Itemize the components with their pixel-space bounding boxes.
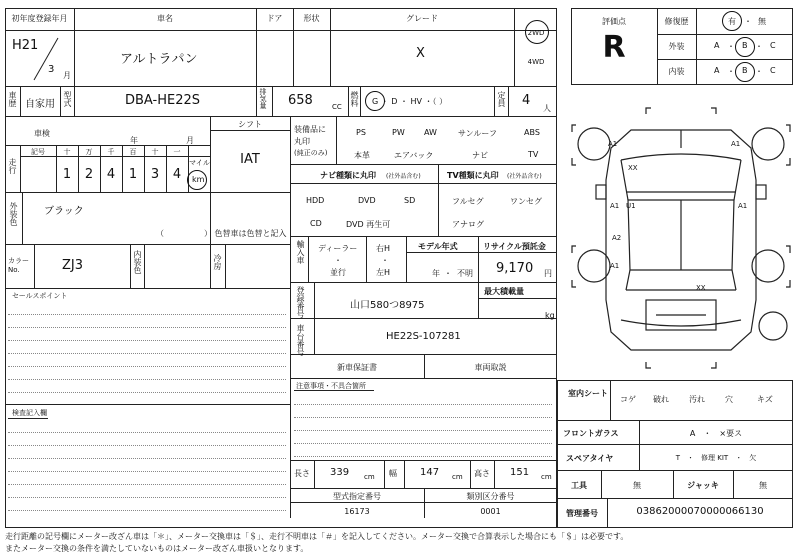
unknown-label: 不明 (457, 269, 473, 278)
dotted-line (8, 366, 286, 367)
damage-mark: A1 (738, 202, 748, 210)
import-left-h: 左H (376, 268, 391, 277)
dotted-line (8, 458, 286, 459)
dotted-line (8, 340, 286, 341)
door-label: ドア (266, 14, 283, 23)
divider (478, 298, 557, 299)
divider (290, 318, 557, 319)
divider (657, 59, 793, 60)
mileage-digit: 4 (106, 167, 116, 182)
divider (5, 86, 557, 87)
navi-cd: CD (310, 219, 322, 228)
mileage-unit-label: 万 (85, 148, 93, 156)
divider (696, 8, 697, 85)
divider (360, 86, 361, 116)
divider (210, 130, 290, 131)
divider (557, 444, 793, 445)
divider (404, 460, 405, 488)
exterior-label: 外装色 (9, 202, 18, 226)
car-name-label: 車名 (157, 14, 173, 23)
dotted-line (8, 432, 286, 433)
interior-color-label: 内装色 (133, 250, 142, 274)
dotted-line (8, 392, 286, 393)
capacity-label: 定員 (497, 91, 506, 107)
divider (22, 192, 23, 244)
dotted-line (8, 497, 286, 498)
equipment-item: PS (356, 128, 366, 137)
damage-mark: XX (696, 284, 706, 292)
mileage-digit: 1 (128, 167, 138, 182)
model-value: DBA-HE22S (125, 93, 201, 108)
height-value: 151 (510, 467, 530, 478)
divider (290, 460, 557, 461)
drive-2wd: 2WD (527, 29, 545, 37)
dotted-line (8, 471, 286, 472)
divider (290, 502, 557, 503)
dotted-line (8, 510, 286, 511)
divider (130, 244, 131, 288)
history-label: 修復歴 (664, 17, 689, 26)
divider (514, 8, 515, 86)
jack-label: ジャッキ (687, 481, 719, 490)
jack-value: 無 (759, 481, 767, 490)
divider (210, 116, 211, 244)
divider (8, 418, 48, 419)
footer-note-2: またメーター交換の条件を満たしていないものはメーター改ざん車扱いとなります。 (5, 544, 309, 553)
kigo-label: 記号 (31, 148, 45, 156)
damage-mark: A1 (610, 202, 620, 210)
exterior-rating-label: 外装 (668, 42, 685, 51)
mileage-unit-label: 百 (129, 148, 137, 156)
divider (308, 236, 309, 282)
dotted-line (8, 314, 286, 315)
dotted-line (8, 379, 286, 380)
divider (20, 86, 21, 116)
equipment-item: TV (528, 150, 539, 159)
interior-b-circle (735, 62, 755, 82)
type-designation-label: 型式指定番号 (333, 492, 381, 501)
fuel-label: 燃料 (350, 91, 359, 107)
dotted-line (8, 327, 286, 328)
divider (478, 236, 479, 318)
interior-sheet-label: 室内シート (568, 389, 608, 398)
import-parallel: 並行 (330, 268, 346, 277)
cc-unit: CC (332, 103, 342, 111)
dotted-line (8, 353, 286, 354)
first-reg-label: 初年度登録年月 (11, 14, 68, 23)
inspection-label: 車検 (34, 129, 50, 138)
navi-dvd-play: DVD 再生可 (346, 220, 391, 229)
recycle-value: 9,170 (496, 261, 534, 276)
class-number-label: 類別区分番号 (466, 492, 515, 501)
dot-separator: ・ (381, 256, 389, 265)
divider (5, 145, 210, 146)
divider (256, 86, 257, 116)
damage-mark: A1 (731, 140, 741, 148)
score-value: R (602, 30, 626, 65)
divider (336, 116, 337, 164)
damage-mark: A1 (608, 140, 618, 148)
equip-label-1: 装備品に (294, 125, 326, 134)
divider (5, 404, 290, 405)
shift-value: IAT (240, 152, 260, 167)
month-unit: 月 (63, 71, 71, 80)
divider (290, 164, 557, 165)
divider (557, 470, 793, 471)
divider (290, 378, 557, 379)
mgmt-value: 03862000070000066130 (636, 506, 764, 517)
tools-label: 工具 (571, 481, 587, 490)
sheet-option: コゲ (620, 395, 636, 404)
chassis-label: 車台番号 (296, 324, 305, 356)
shift-label: シフト (238, 120, 262, 129)
inspection-year: 年 (130, 136, 138, 145)
grade-option: B (742, 41, 748, 50)
divider (406, 252, 557, 253)
color-no-value: ZJ3 (62, 258, 84, 273)
footer-note-1: 走行距離の記号欄にメーター改ざん車は「＊」、メーター交換車は「＄」、走行不明車は「＃」を記入してください。メーター交換で合算表示した場合にも「＄」は必要です。 (5, 532, 629, 541)
divider (5, 288, 290, 289)
navi-note: (社外品含む) (386, 173, 421, 180)
tools-value: 無 (633, 481, 641, 490)
tv-analog: アナログ (452, 220, 484, 229)
reg-no-value: 山口580つ8975 (350, 300, 425, 311)
divider (314, 460, 315, 488)
divider (5, 30, 557, 31)
grade-option: C (770, 66, 776, 75)
dot-separator: ・ (744, 17, 752, 26)
divider (290, 282, 557, 283)
grade-option: B (742, 66, 748, 75)
divider (5, 116, 557, 117)
divider (5, 244, 290, 245)
damage-mark: XX (628, 164, 638, 172)
grade-option: A (714, 41, 720, 50)
divider (384, 460, 385, 488)
usage-label: 車歴 (8, 91, 17, 107)
divider (494, 460, 495, 488)
displacement-value: 658 (288, 93, 313, 108)
windshield-label: フロントガラス (563, 429, 619, 438)
inspection-month: 月 (186, 136, 194, 145)
tv-fullseg: フルセグ (452, 197, 484, 206)
slash-line (30, 36, 60, 84)
dotted-line (294, 430, 552, 431)
reg-no-label: 登録番号 (296, 286, 305, 318)
dot-separator: ・ (444, 269, 452, 278)
navi-label: ナビ種類に丸印 (320, 171, 376, 180)
dot-separator: ・ (755, 42, 763, 51)
length-label: 長さ (294, 469, 310, 478)
width-value: 147 (420, 467, 440, 478)
navi-hdd: HDD (306, 196, 325, 205)
divider (60, 86, 61, 116)
divider (210, 244, 211, 288)
history-no: 無 (758, 17, 766, 26)
divider (610, 380, 611, 420)
equipment-item: ナビ (472, 151, 488, 160)
divider (657, 34, 793, 35)
kg-unit: kg (545, 311, 555, 320)
divider (438, 164, 439, 236)
width-label: 幅 (389, 469, 397, 478)
model-year-label: モデル年式 (418, 242, 458, 251)
sheet-option: キズ (757, 395, 773, 404)
history-yes: 有 (728, 17, 736, 26)
dotted-line (294, 456, 552, 457)
divider (508, 86, 509, 116)
import-dealer: ディーラー (318, 244, 358, 253)
mileage-digit: 3 (150, 167, 160, 182)
color-no-label: カラーNo. (8, 257, 29, 274)
tv-label: TV種類に丸印 (447, 171, 499, 180)
new-car-warranty: 新車保証書 (337, 363, 377, 372)
divider (290, 183, 557, 184)
equipment-item: 本革 (354, 151, 370, 160)
dot-separator: ・ (755, 67, 763, 76)
mileage-digit: 4 (172, 167, 182, 182)
year-unit: 年 (432, 269, 440, 278)
damage-mark: U1 (626, 202, 636, 210)
dot-separator: ・ (727, 42, 735, 51)
car-diagram (566, 100, 796, 380)
height-label: 高さ (474, 469, 490, 478)
max-load-label: 最大積載量 (484, 287, 524, 296)
recycle-label: リサイクル預託金 (483, 242, 546, 251)
usage-value: 自家用 (25, 99, 55, 110)
mileage-unit-label: 十 (63, 148, 71, 156)
fuel-circle (365, 91, 385, 111)
divider (366, 236, 367, 282)
divider (144, 244, 145, 288)
spare-tire-label: スペアタイヤ (566, 454, 614, 463)
score-label: 評価点 (602, 17, 626, 26)
damage-mark: A2 (612, 234, 622, 242)
navi-dvd: DVD (358, 196, 376, 205)
spare-tire-options: T ・ 修理 KIT ・ 欠 (675, 454, 757, 462)
repaint-note: （ ） 色替車は色替と記入 (156, 229, 287, 238)
reg-year: H21 (12, 38, 39, 53)
sheet-option: 汚れ (689, 395, 705, 404)
equip-label-3: (純正のみ) (294, 149, 328, 157)
equipment-item: ABS (524, 128, 540, 137)
dotted-line (8, 484, 286, 485)
vehicle-manual: 車両取説 (474, 363, 507, 372)
tv-oneseg: ワンセグ (510, 197, 542, 206)
sheet-option: 穴 (725, 395, 733, 404)
mile-label: マイル (189, 159, 210, 167)
divider (34, 244, 35, 288)
divider (348, 86, 349, 116)
capacity-value: 4 (522, 93, 531, 108)
divider (494, 86, 495, 116)
displacement-label: 排気量 (259, 88, 267, 109)
divider (74, 86, 75, 116)
divider (470, 460, 471, 488)
equipment-item: サンルーフ (458, 129, 497, 138)
caution-label: 注意事項・不具合箇所 (296, 382, 366, 390)
model-label: 型式 (63, 91, 72, 107)
mgmt-label: 管理番号 (566, 509, 598, 518)
type-designation-value: 16173 (344, 507, 370, 516)
interior-rating-label: 内装 (668, 67, 685, 76)
import-label: 輸入車 (296, 240, 305, 264)
yen-unit: 円 (544, 269, 552, 278)
fuel-options: G ・ D ・ HV ・（ ） (372, 97, 448, 106)
dotted-line (294, 417, 552, 418)
dotted-line (294, 443, 552, 444)
windshield-options: A ・ ×要ス (689, 429, 743, 438)
sheet-option: 破れ (653, 395, 669, 404)
equipment-item: エアバック (394, 151, 434, 160)
height-cm: cm (541, 473, 552, 481)
dot-separator: ・ (727, 67, 735, 76)
divider (290, 116, 291, 518)
dotted-line (8, 445, 286, 446)
exterior-b-circle (735, 37, 755, 57)
sales-point-label: セールスポイント (12, 292, 68, 300)
navi-sd: SD (404, 196, 416, 205)
mileage-digit: 1 (62, 167, 72, 182)
divider (225, 244, 226, 288)
equip-label-2: 丸印 (294, 137, 310, 146)
ac-label: 冷房 (213, 254, 222, 270)
km-label: km (192, 175, 205, 184)
reg-month: 3 (48, 64, 55, 75)
exterior-color: ブラック (44, 206, 84, 217)
divider (406, 236, 407, 282)
damage-mark: A1 (610, 262, 620, 270)
grade-value: X (416, 46, 425, 61)
mileage-unit-label: 千 (107, 148, 115, 156)
divider (557, 420, 793, 421)
divider (290, 236, 557, 237)
divider (557, 498, 793, 499)
chassis-value: HE22S-107281 (386, 331, 461, 342)
tv-note: (社外品含む) (507, 173, 542, 180)
drive-4wd: 4WD (527, 58, 545, 66)
inspect-label: 検査記入欄 (12, 409, 47, 417)
equipment-item: AW (424, 128, 437, 137)
person-unit: 人 (543, 104, 551, 113)
dotted-line (294, 404, 552, 405)
grade-option: A (714, 66, 720, 75)
divider (272, 86, 273, 116)
class-number-value: 0001 (480, 507, 501, 516)
mileage-unit-label: 十 (151, 148, 159, 156)
divider (294, 390, 374, 391)
length-value: 339 (330, 467, 350, 478)
divider (5, 192, 290, 193)
grade-label: グレード (406, 14, 438, 23)
mileage-label: 走行 (8, 158, 17, 174)
car-name: アルトラパン (120, 52, 198, 67)
equipment-item: PW (392, 128, 405, 137)
mileage-digit: 2 (84, 167, 94, 182)
grade-option: C (770, 41, 776, 50)
mileage-unit-label: 一 (173, 148, 181, 156)
length-cm: cm (364, 473, 375, 481)
import-right-h: 右H (376, 244, 391, 253)
shape-label: 形状 (303, 14, 320, 23)
dot-separator: ・ (334, 256, 342, 265)
width-cm: cm (452, 473, 463, 481)
